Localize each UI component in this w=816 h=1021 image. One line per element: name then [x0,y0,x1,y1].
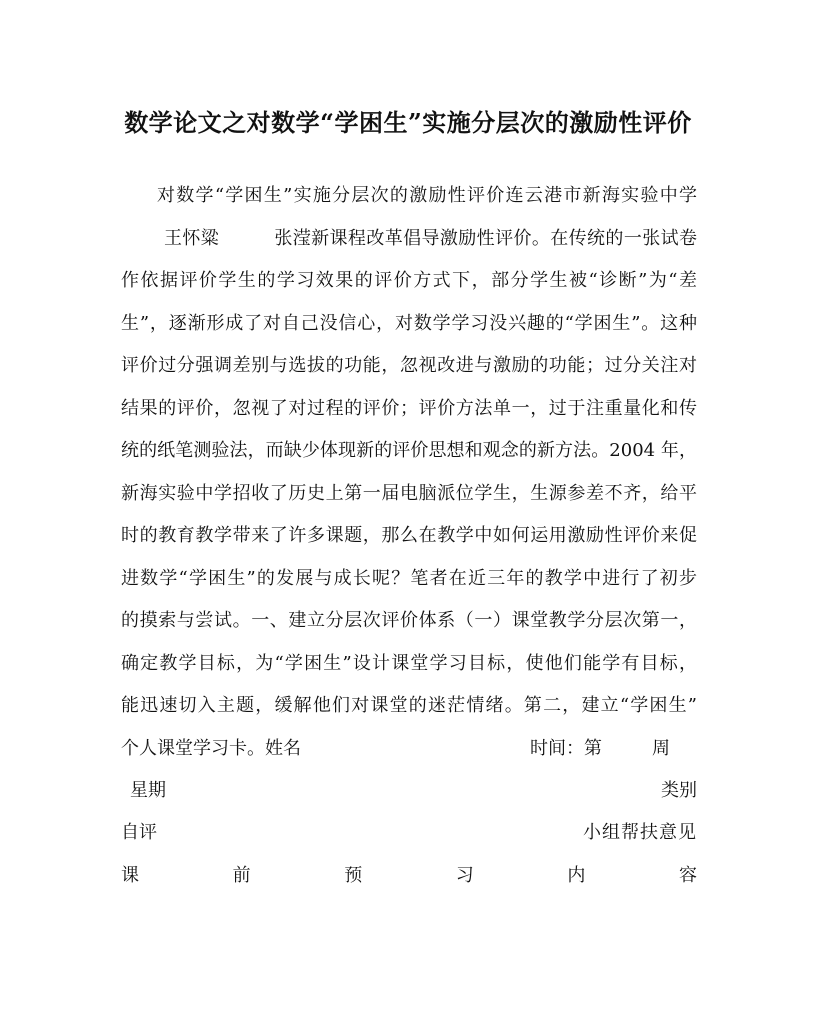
group-help-label: 小组帮扶意见 [583,822,697,843]
paragraph-line: 评价过分强调差别与选拔的功能，忽视改进与激励的功能；过分关注对 [121,355,697,376]
paragraph-line: 统的纸笔测验法，而缺少体现新的评价思想和观念的新方法。2004 年， [121,440,697,461]
paragraph-line: 作依据评价学生的学习效果的评价方式下，部分学生被“诊断”为“差 [121,270,697,291]
paragraph-line: 的摸索与尝试。一、建立分层次评价体系（一）课堂教学分层次第一， [121,610,697,631]
paragraph-line: 生”，逐渐形成了对自己没信心，对数学学习没兴趣的“学困生”。这种 [121,313,697,334]
time-label: 时间：第 [530,738,602,759]
paragraph-line: 结果的评价，忽视了对过程的评价；评价方法单一，过于注重量化和传 [121,398,697,419]
preview-content-row [121,863,697,889]
self-eval-label: 自评 [121,822,157,843]
week-label: 周 [652,738,670,759]
weekday-label: 星期 [130,780,166,801]
paragraph-line: 能迅速切入主题，缓解他们对课堂的迷茫情绪。第二，建立“学困生” [121,695,697,716]
preview-char: 课 [121,865,139,886]
preview-char: 前 [232,865,251,886]
preview-char: 容 [678,865,697,886]
category-label: 类别 [661,780,697,801]
study-card-name-label: 个人课堂学习卡。姓名 [121,738,301,759]
paragraph-line: 对数学“学困生”实施分层次的激励性评价连云港市新海实验中学 [157,185,697,206]
paragraph-line: 进数学“学困生”的发展与成长呢？笔者在近三年的教学中进行了初步 [121,568,697,589]
preview-char: 内 [567,865,586,886]
paragraph-line: 时的教育教学带来了许多课题，那么在教学中如何运用激励性评价来促 [121,525,697,546]
paragraph-line: 王怀粱 张滢新课程改革倡导激励性评价。在传统的一张试卷 [164,228,697,249]
paragraph-line: 确定教学目标，为“学困生”设计课堂学习目标，使他们能学有目标， [121,653,697,674]
preview-char: 习 [455,865,474,886]
preview-char: 预 [344,865,363,886]
document-title: 数学论文之对数学“学困生”实施分层次的激励性评价 [124,108,692,137]
paragraph-line: 新海实验中学招收了历史上第一届电脑派位学生，生源参差不齐，给平 [121,483,697,504]
